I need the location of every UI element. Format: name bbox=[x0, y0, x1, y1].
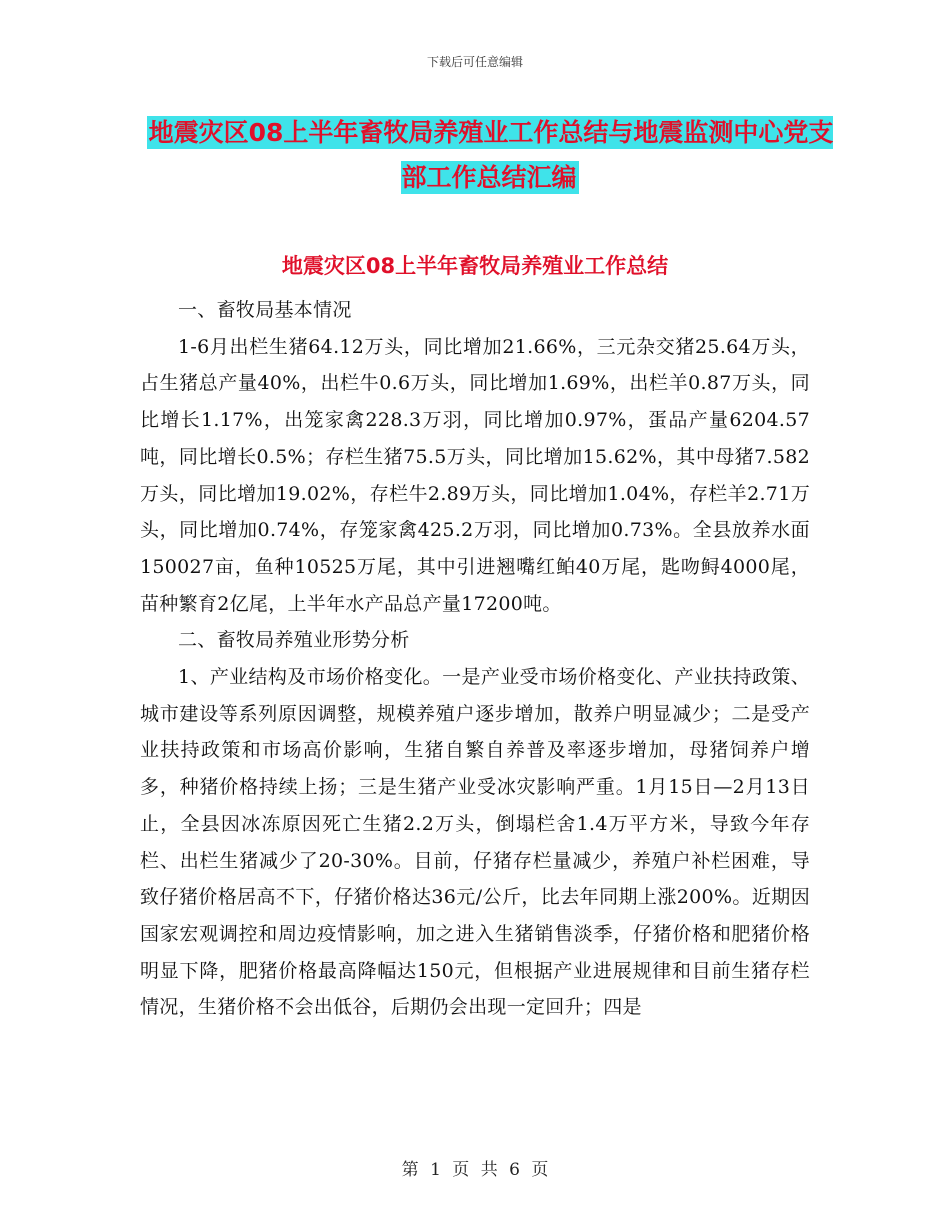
paragraph-statistics: 1-6月出栏生猪64.12万头，同比增加21.66%，三元杂交猪25.64万头，占生猪总产量40%，出栏牛0.6万头，同比增加1.69%，出栏羊0.87万头，同比增长1.17%，出笼家禽228.3万羽，同比增加0.97%，蛋品产量6204.57吨，同比增长0.5%；存栏生猪75.5万头，同比增加15.62%，其中母猪7.582万头，同比增加19.02%，存栏牛2.89万头，同比增加1.04%，存栏羊2.71万头，同比增加0.74%，存笼家禽425.2万羽，同比增加0.73%。全县放养水面150027亩，鱼种10525万尾，其中引进翘嘴红鲌40万尾，匙吻鲟4000尾，苗种繁育2亿尾，上半年水产品总产量17200吨。 bbox=[140, 335, 810, 615]
page-footer: 第 1 页 共 6 页 bbox=[401, 1160, 549, 1180]
document-title-text: 地震灾区08上半年畜牧局养殖业工作总结与地震监测中心党支部工作总结汇编 bbox=[148, 118, 834, 192]
section-title: 地震灾区08上半年畜牧局养殖业工作总结 bbox=[281, 254, 669, 278]
heading-situation-analysis: 二、畜牧局养殖业形势分析 bbox=[178, 629, 410, 652]
header-note: 下载后可任意编辑 bbox=[426, 55, 523, 69]
heading-basic-situation: 一、畜牧局基本情况 bbox=[178, 299, 352, 321]
paragraph-industry-structure: 1、产业结构及市场价格变化。一是产业受市场价格变化、产业扶持政策、城市建设等系列原因调整，规模养殖户逐步增加，散养户明显减少；二是受产业扶持政策和市场高价影响，生猪自繁自养普及率逐步增加，母猪饲养户增多，种猪价格持续上扬；三是生猪产业受冰灾影响严重。1月15日—2月13日止，全县因冰冻原因死亡生猪2.2万头，倒塌栏舍1.4万平方米，导致今年存栏、出栏生猪减少了20-30%。目前，仔猪存栏量减少，养殖户补栏困难，导致仔猪价格居高不下，仔猪价格达36元/公斤，比去年同期上涨200%。近期因国家宏观调控和周边疫情影响，加之进入生猪销售淡季，仔猪价格和肥猪价格明显下降，肥猪价格最高降幅达150元，但根据产业进展规律和目前生猪存栏情况，生猪价格不会出低谷，后期仍会出现一定回升；四是 bbox=[140, 666, 810, 1019]
document-title bbox=[140, 110, 840, 200]
document-body bbox=[140, 292, 810, 1026]
